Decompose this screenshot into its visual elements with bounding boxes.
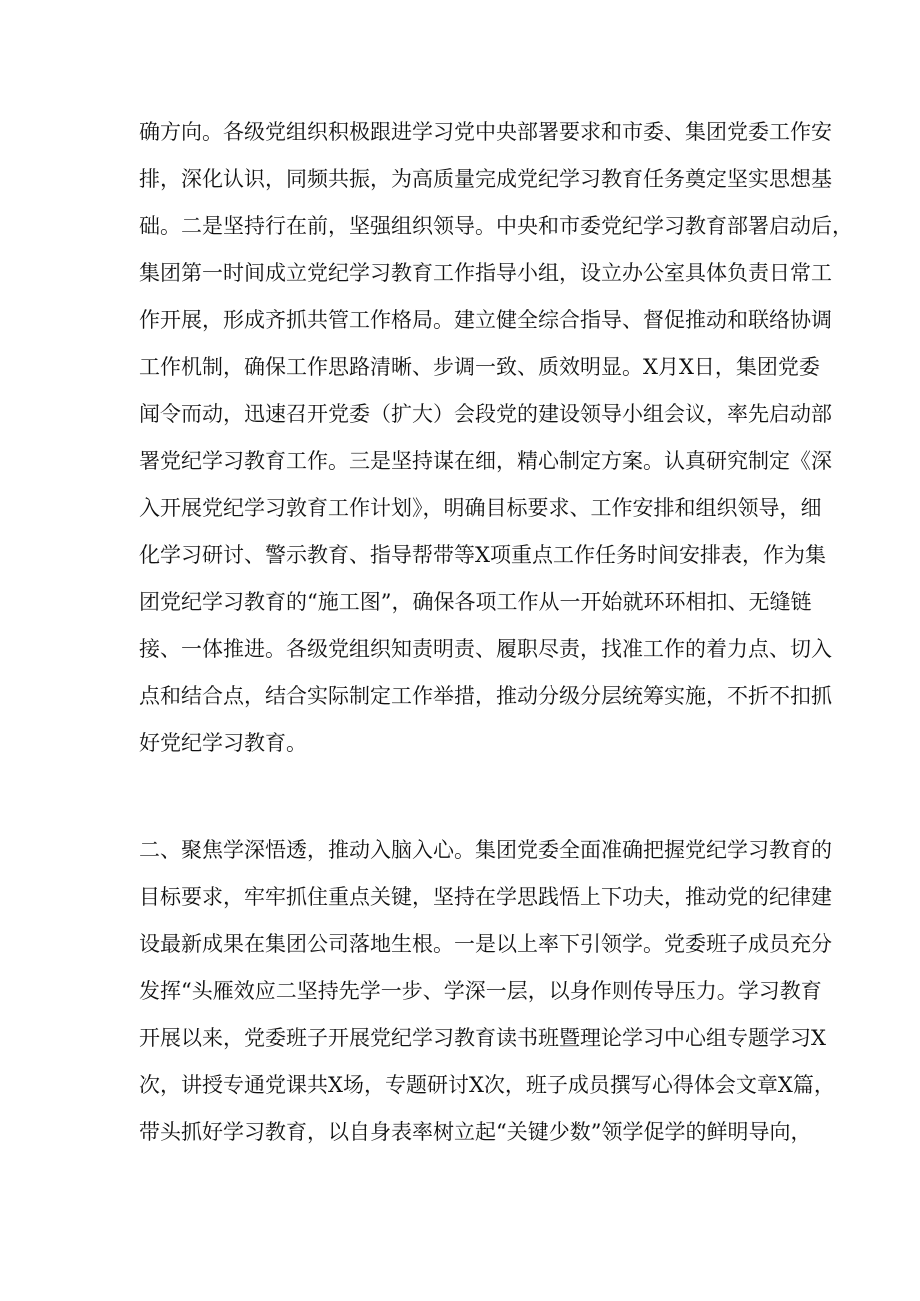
paragraph-line: 作开展，形成齐抓共管工作格局。建立健全综合指导、督促推动和联络协调 bbox=[139, 308, 832, 332]
paragraph-line: 闻令而动，迅速召开党委（扩大）会段党的建设领导小组会议，率先启动部 bbox=[139, 402, 832, 426]
paragraph-line: 础。二是坚持行在前，坚强组织领导。中央和市委党纪学习教育部署启动后， bbox=[139, 214, 853, 238]
paragraph-line: 目标要求，牢牢抓住重点关键，坚持在学思践悟上下功夫，推动党的纪律建 bbox=[139, 885, 832, 909]
paragraph-line: 团党纪学习教育的“施工图”，确保各项工作从一开始就环环相扣、无缝链 bbox=[139, 590, 812, 614]
paragraph-line: 化学习研讨、警示教育、指导帮带等X项重点工作任务时间安排表，作为集 bbox=[139, 543, 826, 567]
paragraph-line: 好党纪学习教育。 bbox=[139, 731, 307, 755]
paragraph-line: 点和结合点，结合实际制定工作举措，推动分级分层统筹实施，不折不扣抓 bbox=[139, 684, 832, 708]
paragraph-line: 发挥“头雁效应二坚持先学一步、学深一层，以身作则传导压力。学习教育 bbox=[139, 979, 822, 1003]
paragraph-line: 工作机制，确保工作思路清晰、步调一致、质效明显。X月X日，集团党委 bbox=[139, 355, 820, 379]
paragraph-line: 入开展党纪学习敦育工作计划》，明确目标要求、工作安排和组织领导，细 bbox=[139, 496, 822, 520]
paragraph-line: 集团第一时间成立党纪学习教育工作指导小组，设立办公室具体负责日常工 bbox=[139, 261, 832, 285]
paragraph-line: 排，深化认识，同频共振，为高质量完成党纪学习教育任务奠定坚实思想基 bbox=[139, 167, 832, 191]
paragraph-line: 次，讲授专通党课共X场，专题研讨X次，班子成员撰写心得体会文章X篇， bbox=[139, 1073, 835, 1097]
paragraph-line: 带头抓好学习教育，以自身表率树立起“关键少数”领学促学的鲜明导向， bbox=[139, 1120, 812, 1144]
section-heading-line: 二、聚焦学深悟透，推动入脑入心。集团党委全面准确把握党纪学习教育的 bbox=[139, 838, 832, 862]
paragraph-line: 署党纪学习教育工作。三是坚持谋在细，精心制定方案。认真研究制定《深 bbox=[139, 449, 832, 473]
paragraph-line: 接、一体推进。各级党组织知责明责、履职尽责，找准工作的着力点、切入 bbox=[139, 637, 832, 661]
paragraph-line: 设最新成果在集团公司落地生根。一是以上率下引领学。党委班子成员充分 bbox=[139, 932, 832, 956]
paragraph-line: 确方向。各级党组织积极跟进学习党中央部署要求和市委、集团党委工作安 bbox=[139, 120, 832, 144]
paragraph-line: 开展以来，党委班子开展党纪学习教育读书班暨理论学习中心组专题学习X bbox=[139, 1026, 826, 1050]
